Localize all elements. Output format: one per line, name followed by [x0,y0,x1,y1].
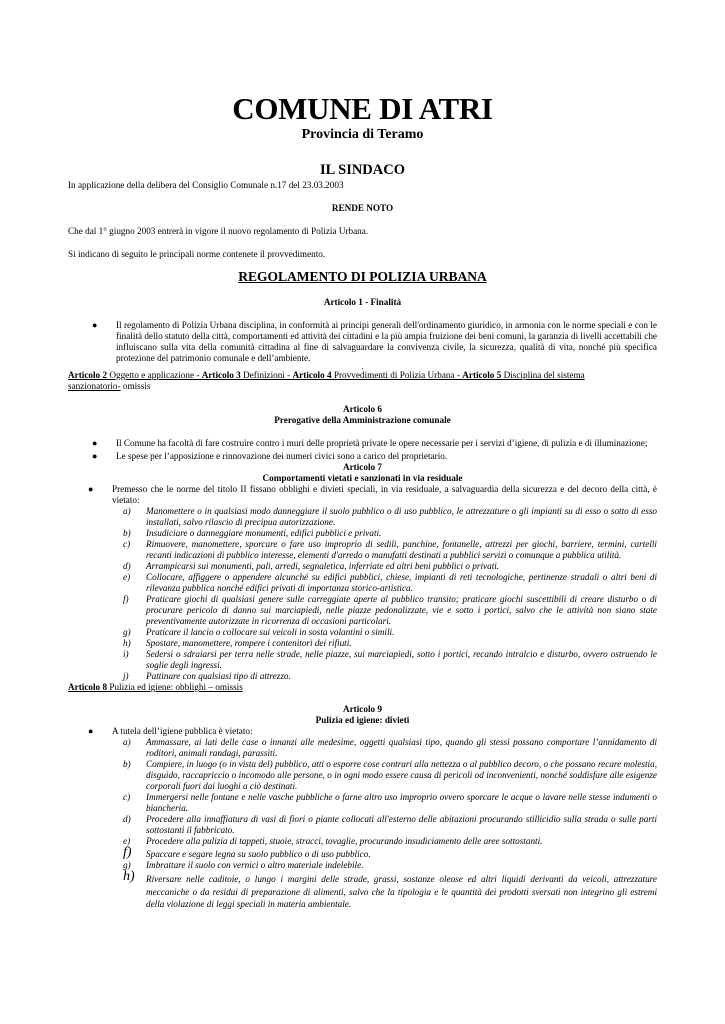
list-item [123,737,657,759]
list-item-text: Insudiciare o danneggiare monumenti, edifici pubblici e privati. [146,528,382,538]
list-item [123,627,657,638]
list-item [123,594,657,627]
art4-text: Provvedimenti di Polizia Urbana - [331,370,463,380]
list-item [123,671,657,682]
art7-heading: Articolo 7 [342,462,383,472]
list-item-text: Imbrattare il suolo con vernici o altro materiale indelebile. [146,860,364,870]
intro-paragraph-1: Che dal 1° giugno 2003 entrerà in vigore il nuovo regolamento di Polizia Urbana. [68,226,369,236]
art8-line [68,682,657,693]
bullet-icon: ● [92,438,98,448]
list-marker: d) [123,814,131,824]
list-marker: c) [123,539,131,549]
regolamento-title: REGOLAMENTO DI POLIZIA URBANA [238,269,487,284]
list-marker: e) [123,572,131,582]
bullet-icon: ● [88,484,94,494]
list-item [123,528,657,539]
list-item-text: Arrampicarsi sui monumenti, pali, arredi, segnaletica, inferriate ed altri beni pubblici o privati. [146,561,500,571]
omissis-text: omissis [120,381,151,391]
rende-noto-heading: RENDE NOTO [331,203,394,213]
art4-label: Articolo 4 [292,370,332,380]
art1-bullet [68,320,657,364]
art6-bullet-2 [68,451,657,462]
art7-list [123,506,657,682]
list-item-text: Spostare, manomettere, rompere i contenitori dei rifiuti. [146,638,352,648]
art2-text: Oggetto e applicazione - [107,370,202,380]
art1-heading: Articolo 1 - Finalità [323,297,402,307]
page-subtitle: Provincia di Teramo [301,127,424,142]
art7-subheading: Comportamenti vietati e sanzionati in via residuale [262,473,463,483]
sindaco-heading: IL SINDACO [319,162,405,178]
list-item [123,572,657,594]
list-item-text: Rimuovere, manomettere, sporcare o fare uso improprio di sedili, panchine, fontanelle, attrezzi per giochi, barriere, termini, cartelli recanti indicazioni di pubblico interesse, elementi d'arredo o manufatti destinati a pubblici servizi o comunque a pubblica utilità. [146,539,657,560]
page-title: COMUNE DI ATRI [232,91,493,126]
list-marker: e) [123,836,131,846]
list-item [123,845,657,860]
list-item-text: Sedersi o sdraiarsi per terra nelle strade, nelle piazze, sui marciapiedi, sotto i portici, recando intralcio e disturbo, ovvero ostruendo le soglie degli ingressi. [146,649,657,670]
list-marker: h) [123,638,131,648]
list-marker: f) [123,845,132,860]
art2-label: Articolo 2 [68,370,108,380]
art6-heading: Articolo 6 [342,404,383,414]
art5-text: Disciplina del sistema [501,370,585,380]
art9-bullet [68,726,657,737]
list-marker: g) [123,860,131,870]
art5-text-cont: sanzionatorio- [68,381,121,391]
list-item-text: Riversare nelle caditoie, o lungo i margini delle strade, grassi, sostanze oleose ed altri liquidi derivanti da veicoli, attrezzature meccaniche o da residui di preparazione di alimenti, salvo che la tipologia e le quantità dei prodotti sversati non integrino gli estremi della violazione di leggi speciali in materia ambientale. [146,874,657,909]
art9-subheading: Pulizia ed igiene: divieti [315,715,410,725]
list-item-text: Spaccare e segare legna su suolo pubblico o di uso pubblico. [146,849,371,859]
list-item [123,836,657,847]
art8-text: Pulizia ed igiene: obblighi – omissis [107,682,243,692]
bullet-icon: ● [92,451,98,461]
intro-paragraph-2: Si indicano di seguito le principali norme contenete il provvedimento. [68,249,326,259]
art7-bullet [68,484,657,506]
art9-intro: A tutela dell’igiene pubblica è vietato: [112,726,253,736]
list-item-text: Pattinare con qualsiasi tipo di attrezzo. [146,671,291,681]
list-item [123,539,657,561]
art6-bullet-1-text: Il Comune ha facoltà di fare costruire contro i muri delle proprietà private le opere necessarie per i servizi d’igiene, di pulizia e di illuminazione; [116,438,648,448]
list-item-text: Procedere alla innaffiatura di vasi di fiori o piante collocati all'esterno delle abitazioni procurando stillicidio sulla strada o sulle parti sottostanti il fabbricato. [146,814,657,835]
art6-bullet-1 [68,438,657,449]
list-item-text: Ammassare, ai lati delle case o innanzi alle medesime, oggetti qualsiasi tipo, quando gli stessi possano comportare l’annidamento di roditori, animali randagi, parassiti. [146,737,657,758]
delibera-line: In applicazione della delibera del Consiglio Comunale n.17 del 23.03.2003 [68,180,344,190]
list-marker: b) [123,528,131,538]
list-item [123,638,657,649]
list-item [123,860,657,871]
list-item [123,506,657,528]
art1-text: Il regolamento di Polizia Urbana disciplina, in conformità ai principi generali dell'ordinamento giuridico, in armonia con le norme speciali e con le finalità dello statuto della città, comportamenti ed attività dei cittadini e la più ampia fruizione dei beni comuni, la garanzia di livelli accettabili che influiscano sulla vita della comunità cittadina al fine di salvaguardare la convivenza civile, la sicurezza, qualità di vita, nonché più specifica protezione del patrimonio comunale e dell’ambiente. [116,320,657,363]
art9-heading: Articolo 9 [342,704,383,714]
art3-text: Definizioni - [240,370,293,380]
list-marker: a) [123,506,131,516]
art2-5-line [68,370,657,392]
art6-subheading: Prerogative della Amministrazione comunale [274,415,451,425]
list-item [123,649,657,671]
list-item-text: Collocare, affiggere o appendere alcunché su edifici pubblici, chiese, impianti di reti tecnologiche, pertinenze stradali o altri beni di rilevanza pubblica nonché edifici privati di importanza storico-artistica. [146,572,657,593]
list-item-text: Immergersi nelle fontane e nelle vasche pubbliche o farne altro uso improprio ovvero sporcare le acque o lavare nelle stesse indumenti o biancheria. [146,792,657,813]
art6-bullet-2-text: Le spese per l’apposizione e rinnovazione dei numeri civici sono a carico del proprietario. [116,451,448,461]
list-marker: h) [123,869,135,884]
bullet-icon: ● [88,726,94,736]
list-item-text: Compiere, in luogo (o in vista del) pubblico, atti o esporre cose contrari alla nettezza o al pubblico decoro, o che possano recare molestia, disguido, raccapriccio o incomodo alle persone, o in ogni modo essere causa di pericoli od inconvenienti, nonché soddisfare alle esigenze corporali fuori dai luoghi a ciò destinati. [146,759,657,791]
list-marker: b) [123,759,131,769]
art8-label: Articolo 8 [68,682,108,692]
list-item [123,792,657,814]
list-marker: c) [123,792,131,802]
list-item [123,814,657,836]
art5-label: Articolo 5 [462,370,502,380]
list-item [123,759,657,792]
list-marker: i) [123,649,129,659]
art3-label: Articolo 3 [201,370,241,380]
bullet-icon: ● [92,320,98,330]
list-item-text: Manomettere o in qualsiasi modo danneggiare il suolo pubblico o di uso pubblico, le attrezzature o gli impianti su di esso o sotto di esso installati, salvo rilascio di precipua autorizzazione. [146,506,657,527]
separator-dot: . [361,362,364,371]
art9-list [123,737,657,911]
list-marker: f) [123,594,129,604]
art7-intro: Premesso che le norme del titolo II fissano obblighi e divieti speciali, in via residuale, a salvaguardia della sicurezza e del decoro della città, è vietato: [112,484,657,505]
list-item [123,561,657,572]
list-item-text: Praticare giochi di qualsiasi genere sulle carreggiate aperte al pubblico transito; praticare giochi suscettibili di creare disturbo o di procurare pericolo di danno sui marciapiedi, nelle piazze pedonalizzate, vie e sotto i portici, salvo che le attività non siano state preventivamente autorizzate in ricorrenza di occasioni particolari. [146,594,657,626]
list-marker: d) [123,561,131,571]
list-marker: j) [123,671,129,681]
list-marker: g) [123,627,131,637]
list-item-text: Procedere alla pulizia di tappeti, stuoie, stracci, tovaglie, procurando insudiciamento delle aree sottostanti. [146,836,543,846]
list-item [123,869,657,911]
list-item-text: Praticare il lancio o collocare sui veicoli in sosta volantini o simili. [146,627,395,637]
list-marker: a) [123,737,131,747]
